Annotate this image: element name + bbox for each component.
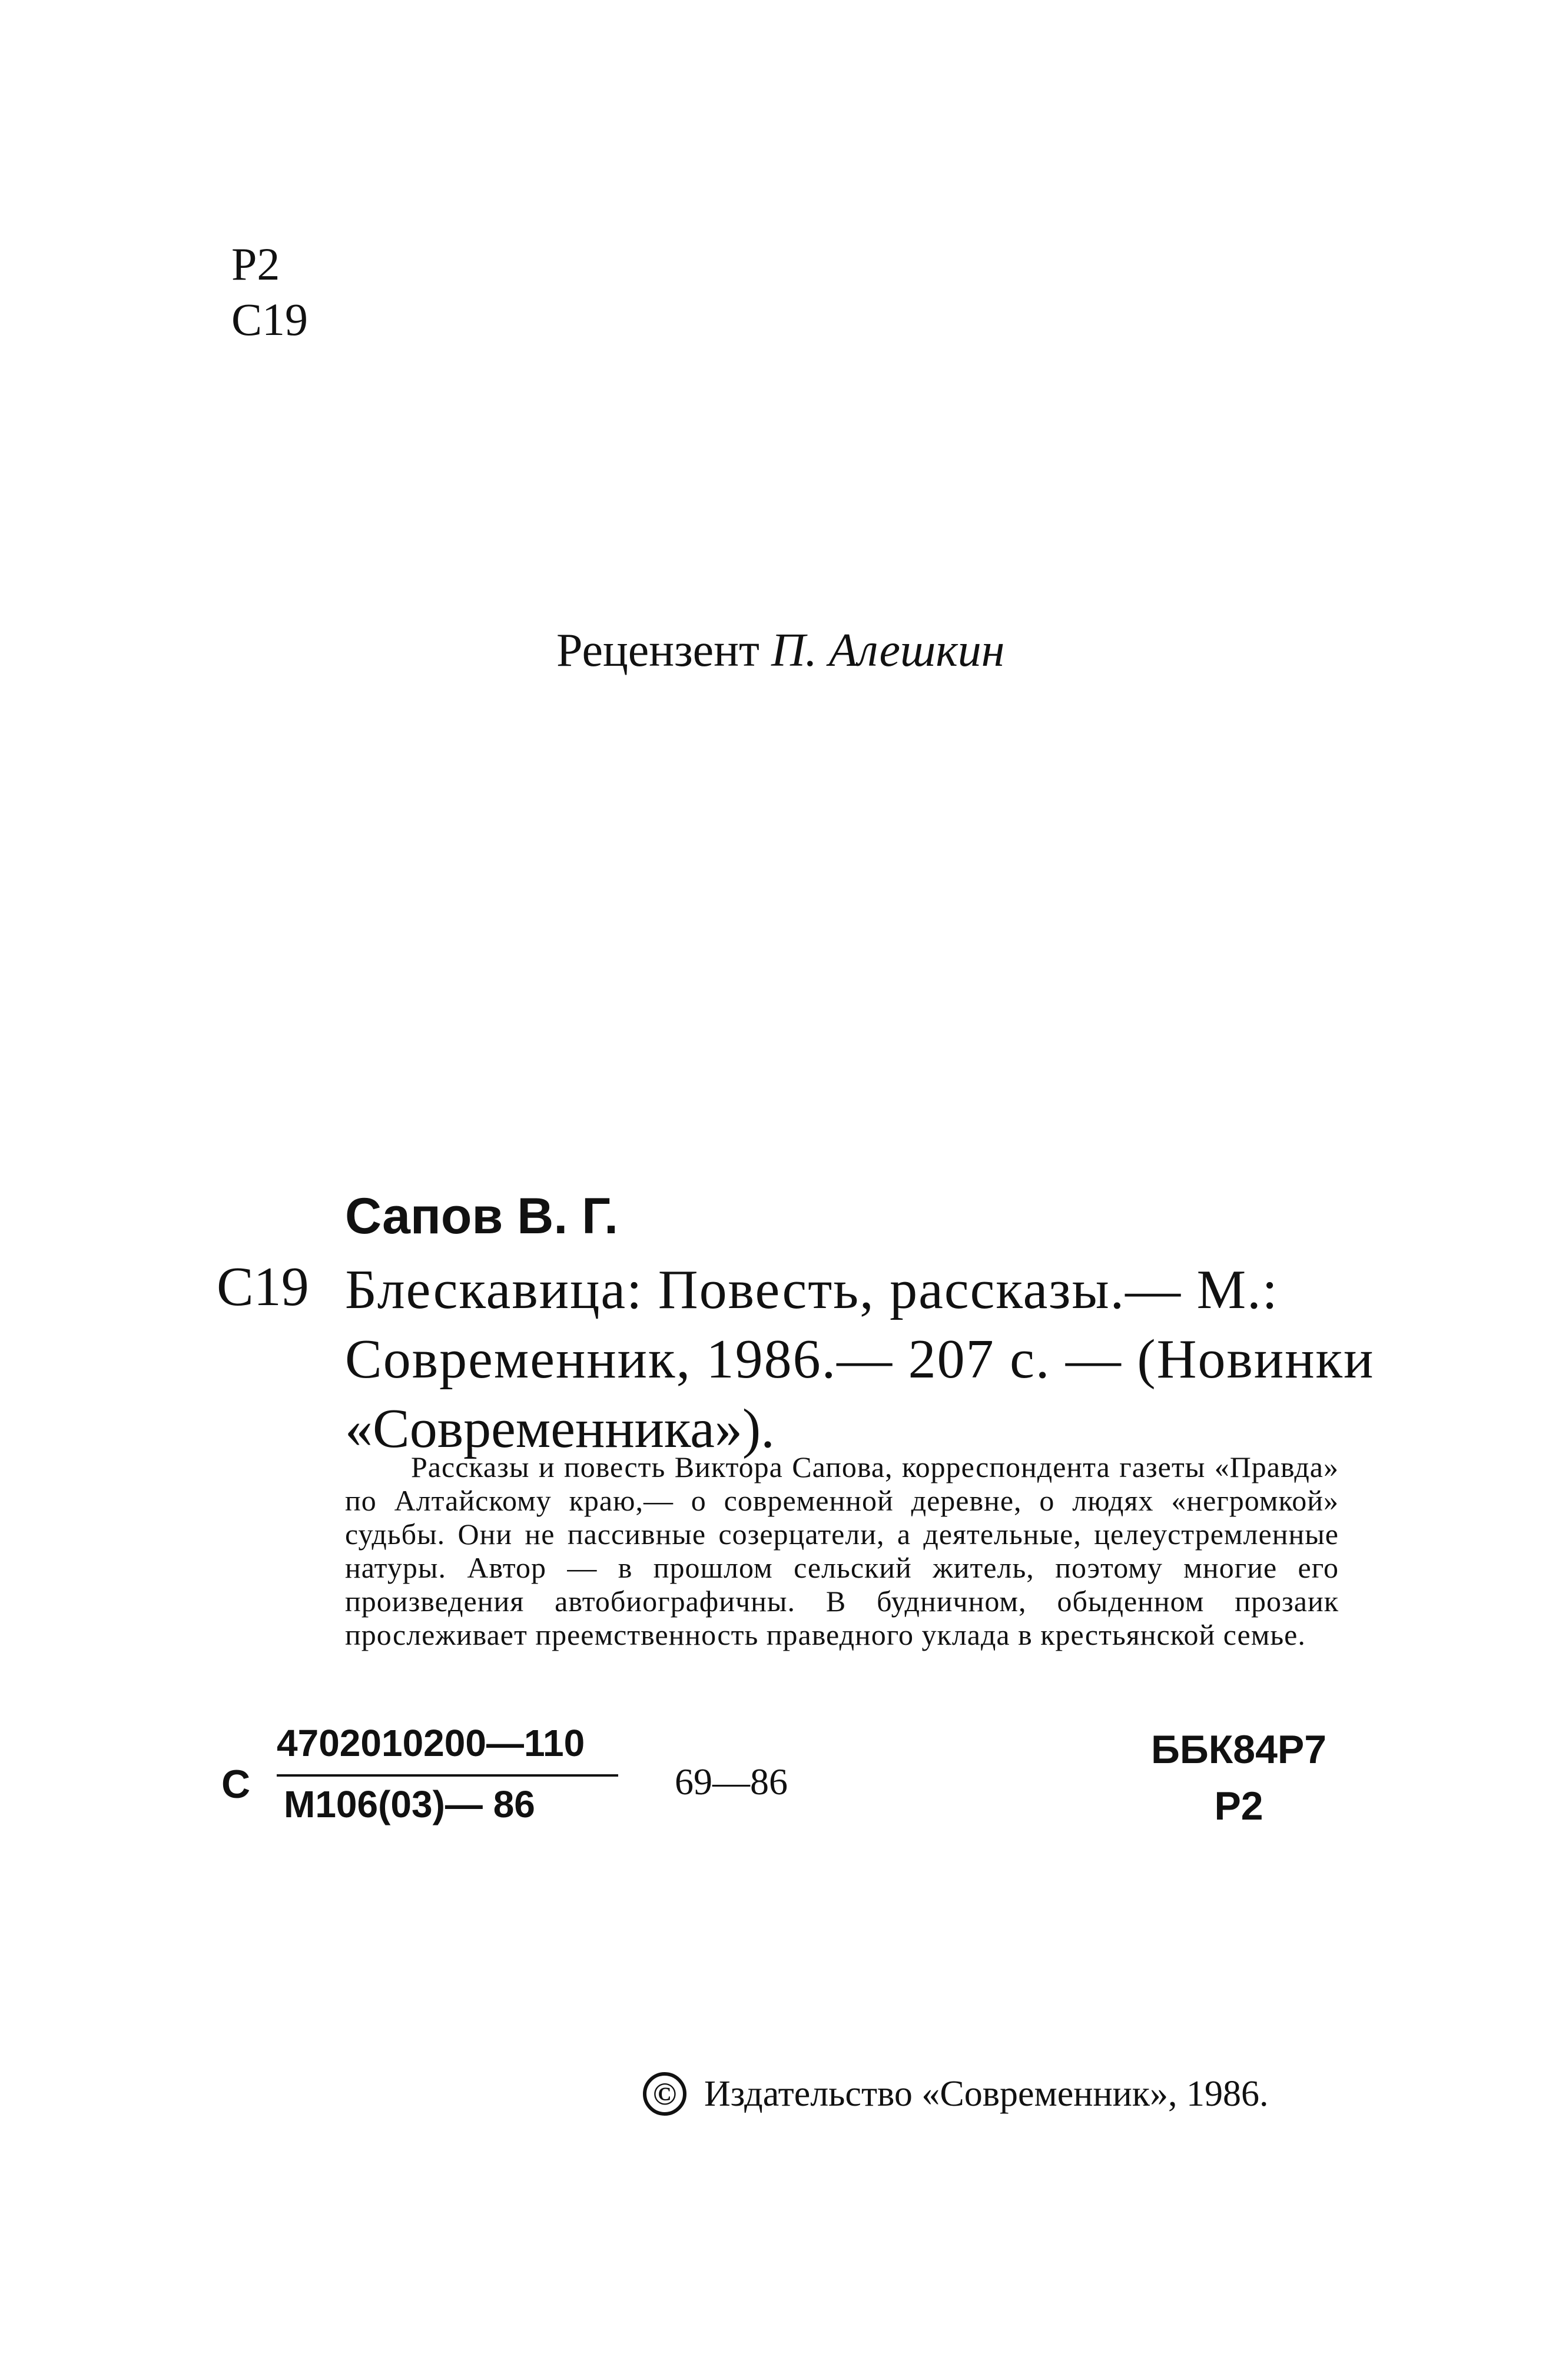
code-denominator: М106(03)— 86 — [284, 1783, 535, 1825]
bibliographic-description — [345, 1255, 1374, 1463]
copyright-text: Издательство «Современник», 1986. — [704, 2073, 1269, 2114]
code-numerator: 4702010200—110 — [277, 1722, 585, 1764]
reviewer-name: П. Алешкин — [771, 625, 1005, 676]
description-line-1: Блескавица: Повесть, рассказы.— М.: — [345, 1259, 1279, 1320]
copyright-line — [643, 2072, 1268, 2116]
fraction-bar — [277, 1774, 618, 1777]
reviewer-label: Рецензент — [556, 625, 759, 676]
description-line-3: «Современника»). — [345, 1398, 775, 1459]
reviewer-line — [556, 624, 1005, 678]
udk-line-2: С19 — [231, 294, 309, 345]
catalog-mark: С19 — [217, 1256, 309, 1317]
description-line-2: Современник, 1986.— 207 с. — (Новинки — [345, 1329, 1375, 1390]
bbk-line-2: Р2 — [1214, 1784, 1263, 1828]
code-suffix: 69—86 — [675, 1761, 788, 1803]
bbk-line-1: ББК84Р7 — [1151, 1727, 1327, 1772]
author-name: Сапов В. Г. — [345, 1188, 619, 1244]
annotation-paragraph: Рассказы и повесть Виктора Сапова, корреспондента газеты «Правда» по Алтайскому краю,— о современной деревне, о людях «негромкой» судьбы. Они не пассивные созерцатели, а деятельные, целеустремленные натуры. Автор — в прошлом сельский житель, поэтому многие его произведения автобиографичны. В будничном, обыденном прозаик прослеживает преемственность праведного уклада в крестьянской семье. — [345, 1450, 1339, 1651]
udk-index — [231, 237, 308, 347]
udk-line-1: Р2 — [231, 238, 280, 290]
bbk-index — [1151, 1721, 1326, 1834]
copyright-icon: © — [643, 2072, 686, 2116]
code-prefix: С — [221, 1762, 251, 1807]
